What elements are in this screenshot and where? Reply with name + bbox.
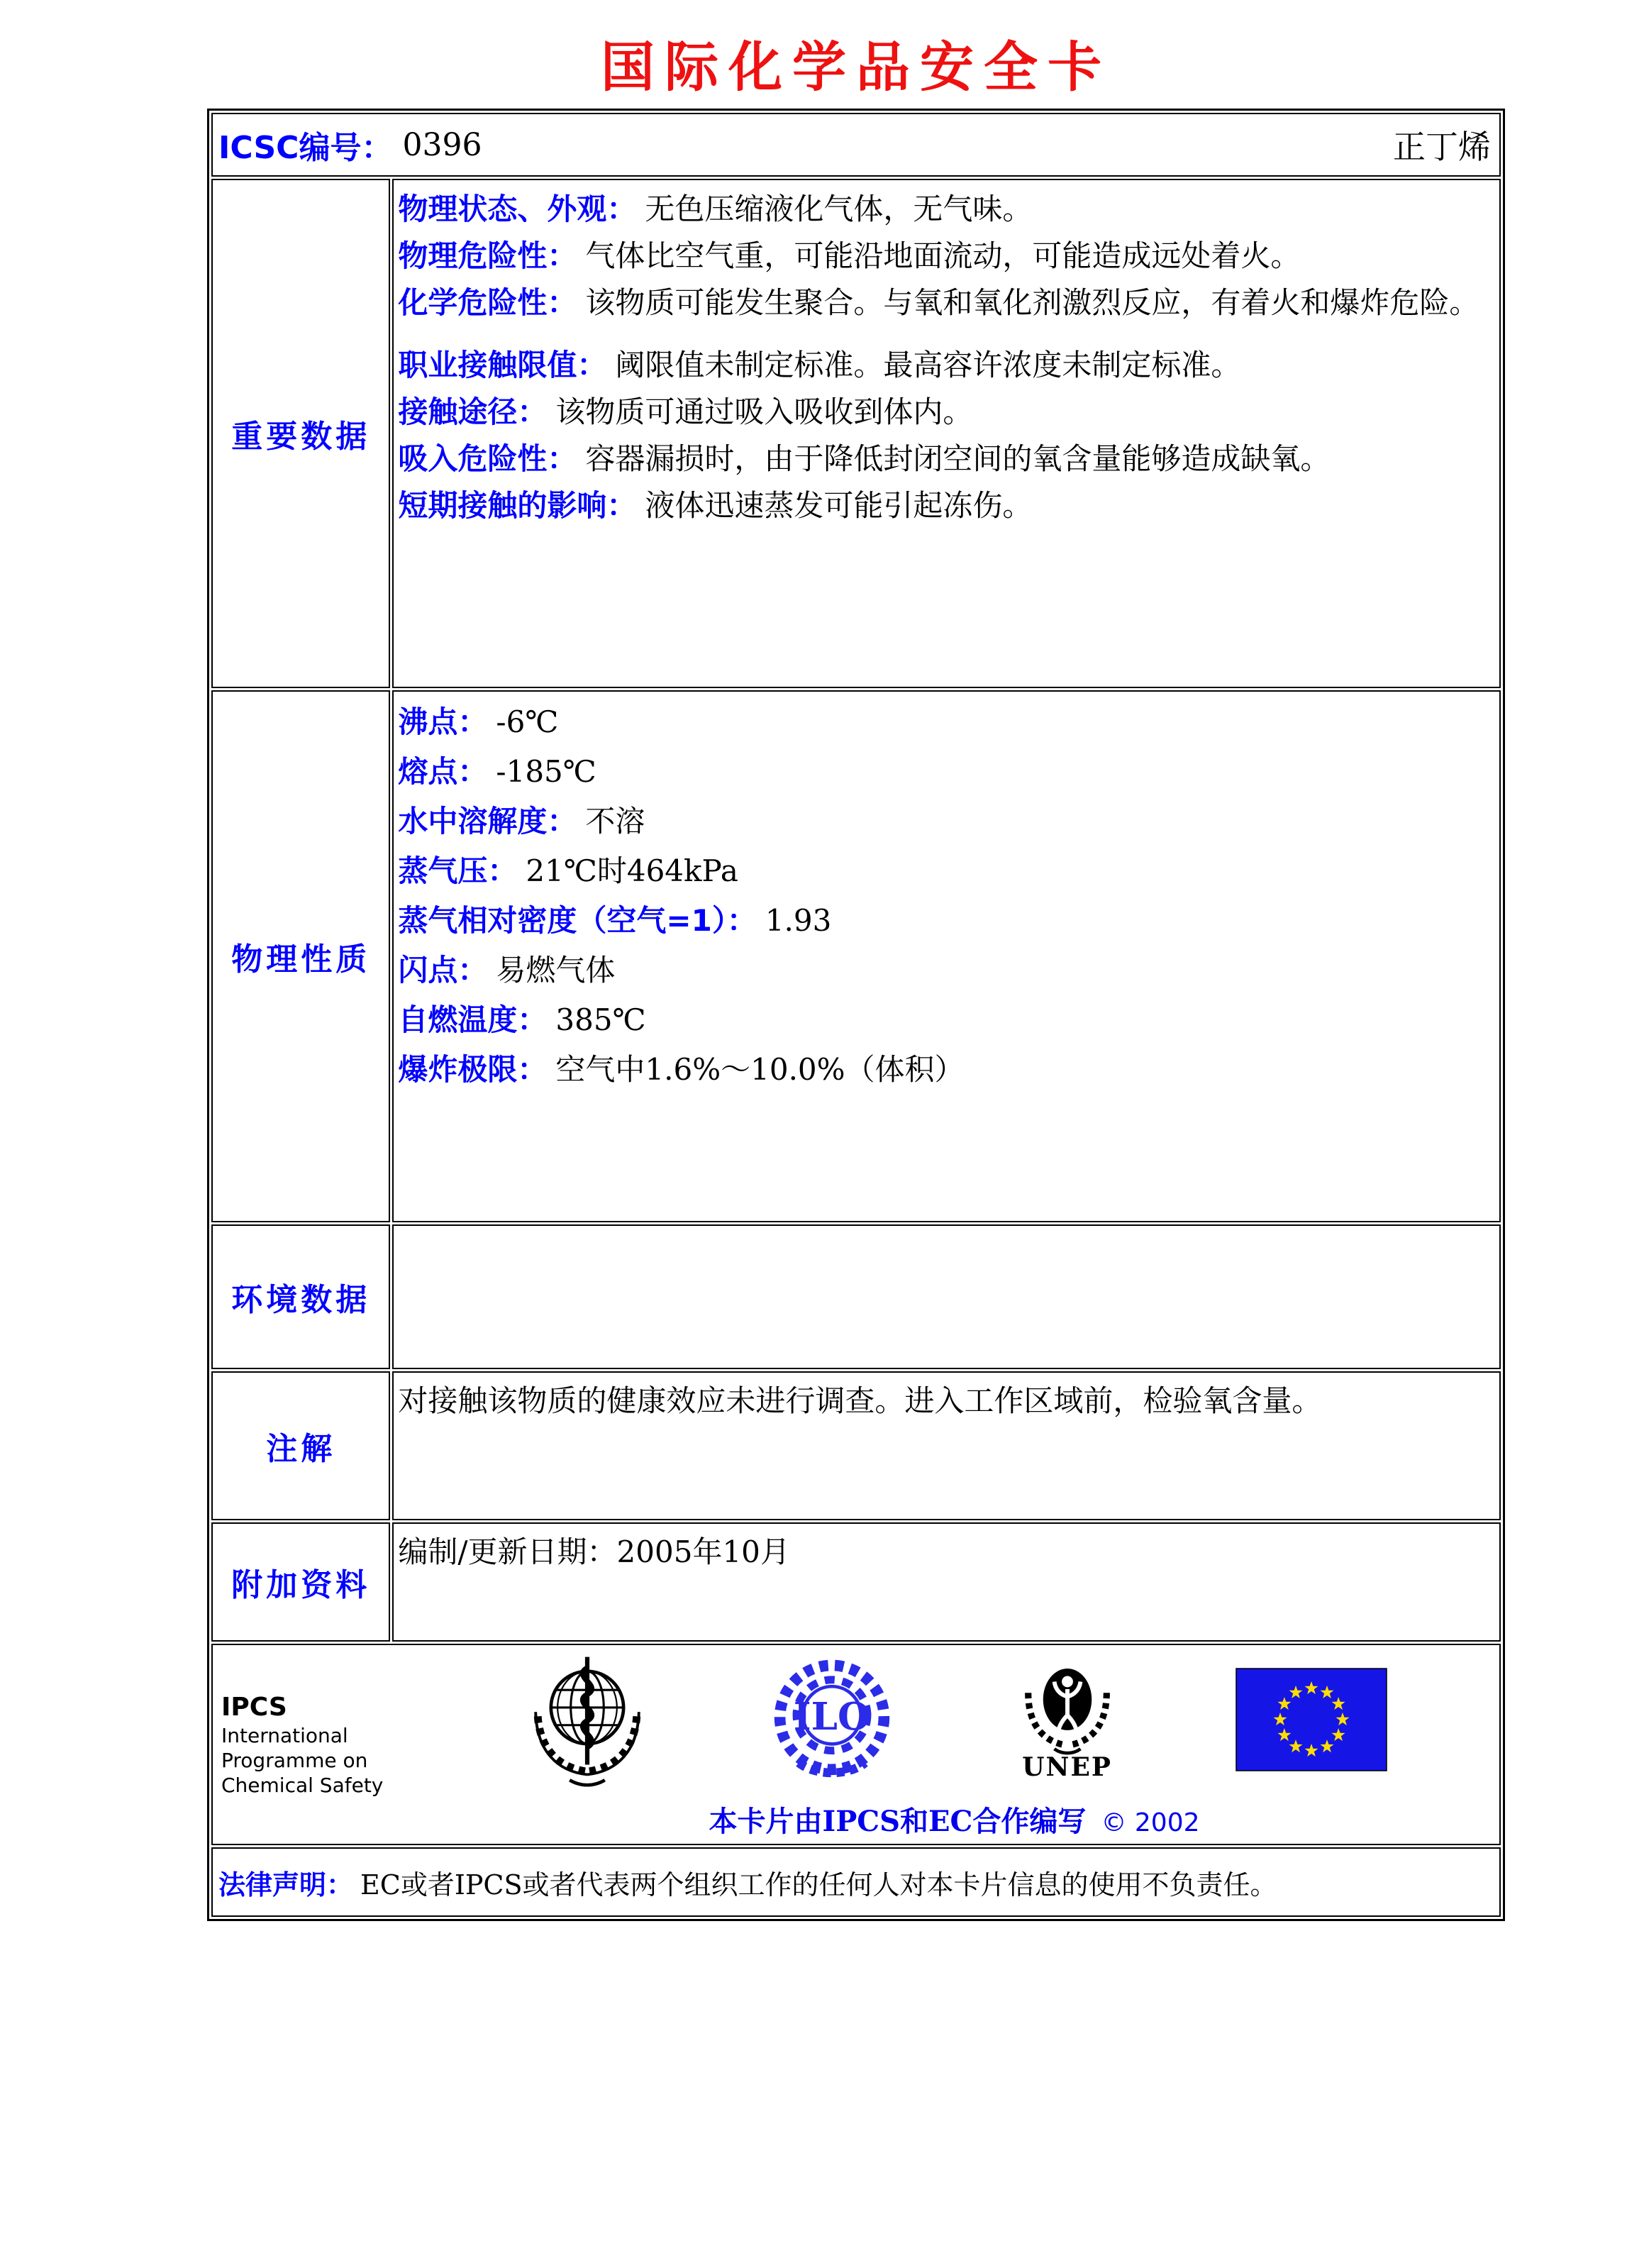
autoignition-item: 自燃温度： 385℃ xyxy=(398,1002,646,1038)
svg-text:ILO: ILO xyxy=(794,1693,871,1739)
flash-point-item: 闪点： 易燃气体 xyxy=(398,953,616,988)
header-row xyxy=(211,113,1501,177)
credit-line xyxy=(409,1799,1499,1840)
who-logo xyxy=(521,1650,653,1789)
explosive-limits-item: 爆炸极限： 空气中1.6%～10.0%（体积） xyxy=(398,1052,965,1088)
notes-row xyxy=(211,1371,1501,1520)
notes-content xyxy=(392,1371,1501,1520)
water-solubility-item: 水中溶解度： 不溶 xyxy=(398,804,645,839)
unep-logo xyxy=(1011,1657,1123,1782)
important-data-row xyxy=(211,179,1501,688)
inhalation-risk-item: 吸入危险性： 容器漏损时，由于降低封闭空间的氧含量能够造成缺氧。 xyxy=(398,441,1331,477)
notes-label: 注解 xyxy=(211,1371,390,1520)
physical-properties-row xyxy=(211,690,1501,1222)
physical-state-item: 物理状态、外观： 无色压缩液化气体，无气味。 xyxy=(398,192,1033,227)
ipcs-acronym: IPCS xyxy=(221,1692,287,1722)
environmental-data-row xyxy=(211,1224,1501,1369)
melting-point-item: 熔点： -185℃ xyxy=(398,754,596,790)
exposure-route-item: 接触途径： 该物质可通过吸入吸收到体内。 xyxy=(398,394,973,430)
page-title: 国际化学品安全卡 xyxy=(601,35,1111,99)
important-data-label: 重要数据 xyxy=(211,179,390,688)
legal-text: EC或者IPCS或者代表两个组织工作的任何人对本卡片信息的使用不负责任。 xyxy=(360,1869,1277,1901)
credit-year: © 2002 xyxy=(1101,1808,1200,1837)
boiling-point-item: 沸点： -6℃ xyxy=(398,704,559,740)
additional-info-row xyxy=(211,1522,1501,1642)
logos-row xyxy=(211,1644,1501,1845)
physical-properties-label: 物理性质 xyxy=(211,690,390,1222)
icsc-number-value: 0396 xyxy=(402,126,482,163)
short-term-effect-item: 短期接触的影响： 液体迅速蒸发可能引起冻伤。 xyxy=(398,488,1033,524)
physical-properties-content xyxy=(392,690,1501,1222)
logo-strip xyxy=(409,1650,1499,1789)
footer-logos-band xyxy=(213,1645,1499,1844)
vapor-density-item: 蒸气相对密度（空气=1）： 1.93 xyxy=(398,903,832,939)
legal-row xyxy=(211,1847,1501,1917)
vapor-pressure-item: 蒸气压： 21℃时464kPa xyxy=(398,853,738,889)
notes-text: 对接触该物质的健康效应未进行调查。进入工作区域前，检验氧含量。 xyxy=(398,1383,1322,1419)
environmental-data-content xyxy=(392,1224,1501,1369)
additional-info-label: 附加资料 xyxy=(211,1522,390,1642)
eu-flag xyxy=(1235,1668,1387,1771)
ilo-logo xyxy=(765,1656,899,1783)
chemical-hazard-item: 化学危险性： 该物质可能发生聚合。与氧和氧化剂激烈反应，有着火和爆炸危险。 xyxy=(398,285,1479,321)
important-data-content xyxy=(392,179,1501,688)
ipcs-text-block: IPCS International Programme on Chemical Safety xyxy=(213,1692,409,1798)
icsc-card-table xyxy=(207,109,1505,1921)
card-header xyxy=(213,114,1499,175)
chemical-name: 正丁烯 xyxy=(1393,128,1491,167)
unep-wordmark: UNEP xyxy=(1022,1752,1112,1782)
physical-hazard-item: 物理危险性： 气体比空气重，可能沿地面流动，可能造成远处着火。 xyxy=(398,238,1301,274)
legal-notice xyxy=(213,1849,1499,1915)
legal-label: 法律声明： xyxy=(218,1869,354,1901)
update-date-text: 编制/更新日期：2005年10月 xyxy=(398,1534,790,1570)
icsc-number-label: ICSC编号： xyxy=(218,130,393,167)
occupational-limit-item: 职业接触限值： 阈限值未制定标准。最高容许浓度未制定标准。 xyxy=(398,348,1241,383)
credit-text: 本卡片由IPCS和EC合作编写 xyxy=(709,1804,1087,1838)
environmental-data-label: 环境数据 xyxy=(211,1224,390,1369)
additional-info-content xyxy=(392,1522,1501,1642)
